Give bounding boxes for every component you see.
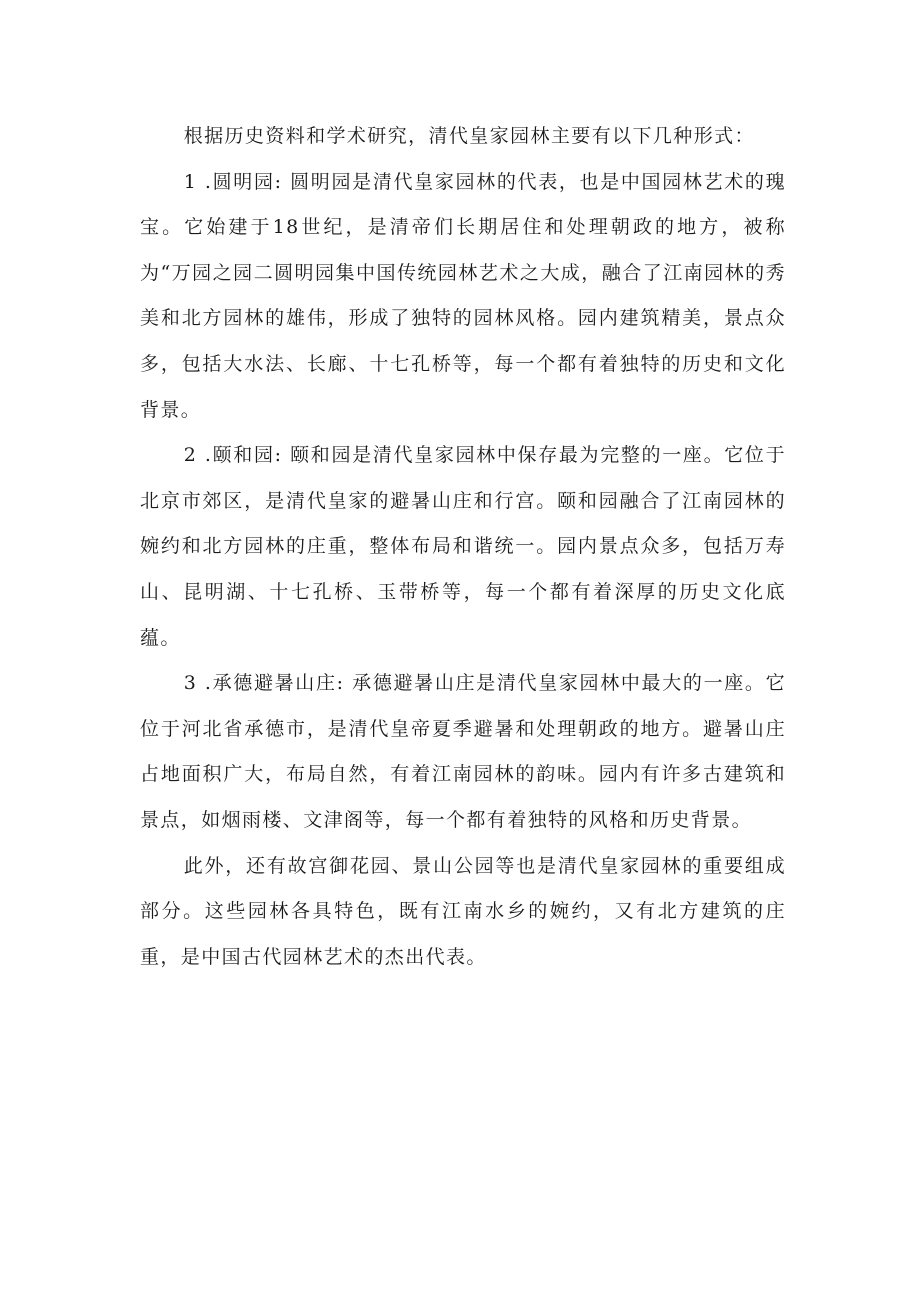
conclusion-paragraph: 此外，还有故宫御花园、景山公园等也是清代皇家园林的重要组成部分。这些园林各具特色，既有江南水乡的婉约，又有北方建筑的庄重，是中国古代园林艺术的杰出代表。 [140, 854, 786, 968]
document-body [140, 114, 786, 980]
intro-paragraph: 根据历史资料和学术研究，清代皇家园林主要有以下几种形式： [183, 125, 755, 147]
chengde-paragraph: 3 .承德避暑山庄: 承德避暑山庄是清代皇家园林中最大的一座。它位于河北省承德市，是清代皇帝夏季避暑和处理朝政的地方。避暑山庄占地面积广大，布局自然，有着江南园林的韵味。园内有许多古建筑和景点，如烟雨楼、文津阁等，每一个都有着独特的风格和历史背景。 [140, 672, 786, 831]
yiheyuan-paragraph: 2 .颐和园: 颐和园是清代皇家园林中保存最为完整的一座。它位于北京市郊区，是清代皇家的避暑山庄和行宫。颐和园融合了江南园林的婉约和北方园林的庄重，整体布局和谐统一。园内景点众多，包括万寿山、昆明湖、十七孔桥、玉带桥等，每一个都有着深厚的历史文化底蕴。 [140, 444, 786, 649]
yuanmingyuan-paragraph: 1 .圆明园: 圆明园是清代皇家园林的代表，也是中国园林艺术的瑰宝。它始建于18世纪，是清帝们长期居住和处理朝政的地方，被称为“万园之园二圆明园集中国传统园林艺术之大成，融合了江南园林的秀美和北方园林的雄伟，形成了独特的园林风格。园内建筑精美，景点众多，包括大水法、长廊、十七孔桥等，每一个都有着独特的历史和文化背景。 [140, 170, 786, 421]
